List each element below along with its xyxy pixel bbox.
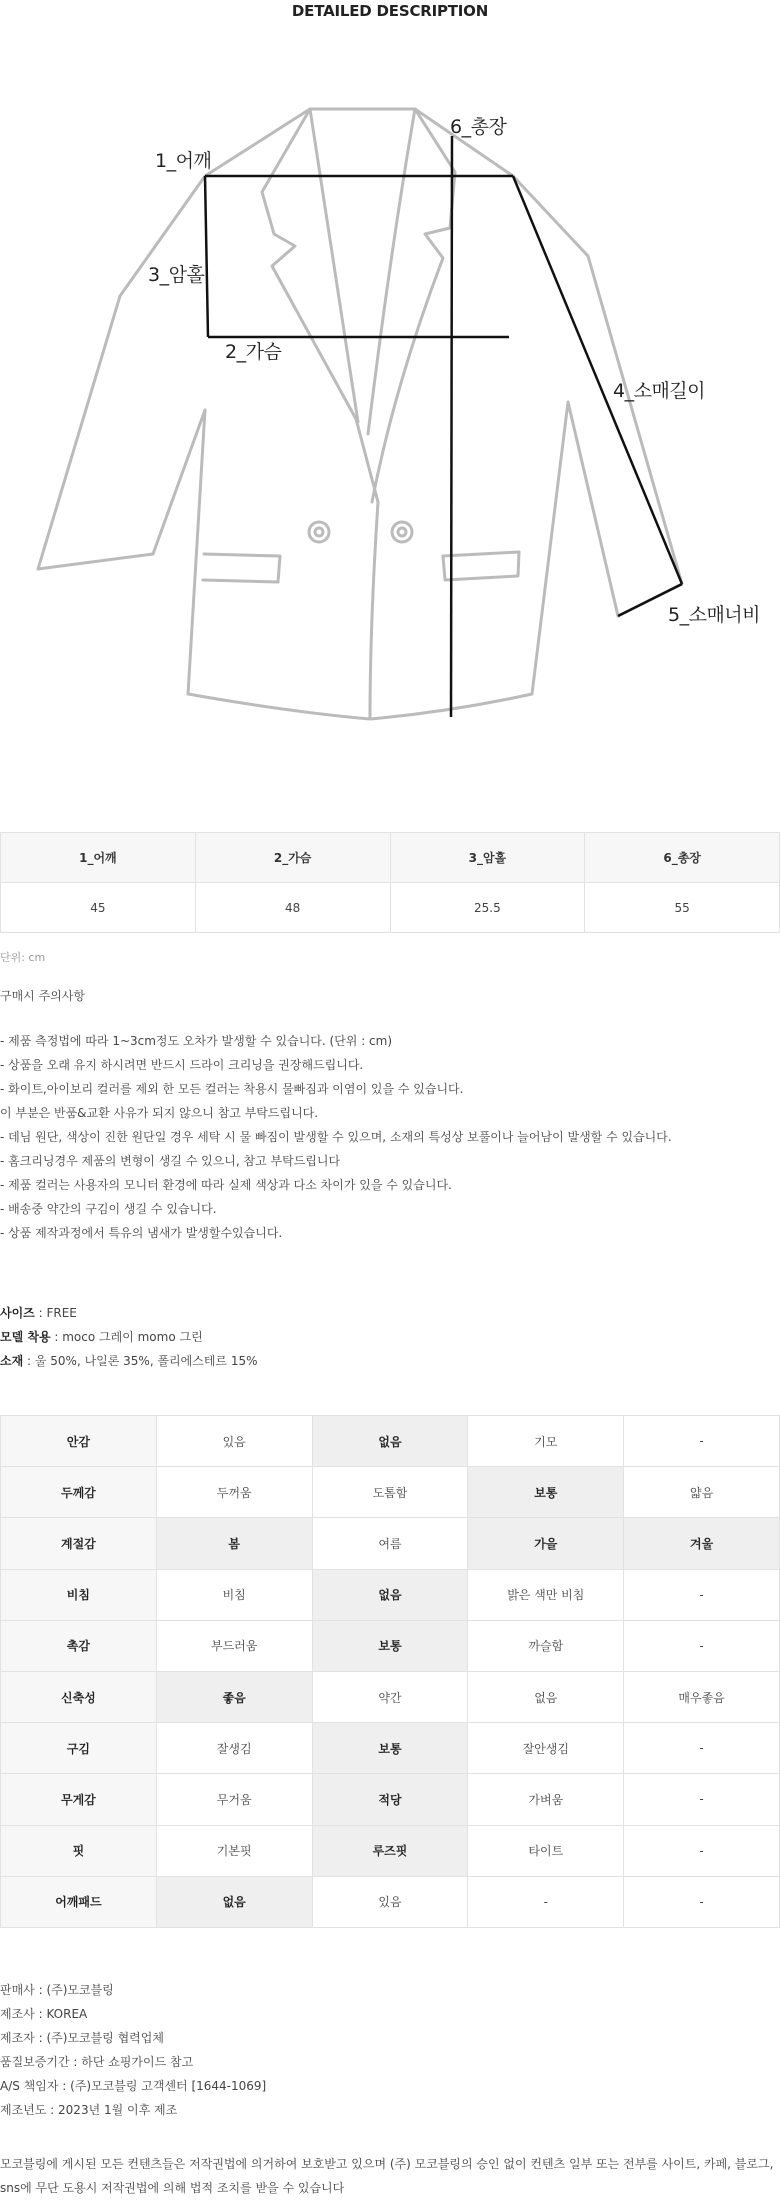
total-length-measure-line	[451, 136, 452, 717]
attribute-option: 없음	[156, 1876, 312, 1927]
attribute-name: 비침	[1, 1569, 157, 1620]
label-shoulder: 1_어깨	[155, 150, 212, 172]
spec-size	[0, 1305, 780, 1329]
notice-item: - 제품 컬러는 사용자의 모니터 환경에 따라 실제 색상과 다소 차이가 있을 수 있습니다.	[0, 1178, 452, 1192]
copyright-notice: 모코블링에 게시된 모든 컨텐츠들은 저작권법에 의거하여 보호받고 있으며 (주) 모코블링의 승인 없이 컨텐츠 일부 또는 전부를 사이트, 카페, 블로그, sns에 무단 도용시 저작권법에 의해 법적 조치를 받을 수 있습니다	[0, 2156, 774, 2195]
attribute-name: 신축성	[1, 1671, 157, 1722]
notice-item: - 홈크리닝경우 제품의 변형이 생길 수 있으니, 참고 부탁드립니다	[0, 1154, 341, 1168]
size-header-total-length: 6_총장	[585, 833, 780, 883]
attribute-row	[1, 1876, 780, 1927]
info-warranty: 품질보증기간 : 하단 쇼핑가이드 참고	[0, 2054, 194, 2069]
attribute-option: 잘생김	[156, 1723, 312, 1774]
attribute-option: 없음	[312, 1569, 468, 1620]
spec-material	[0, 1353, 780, 1377]
armhole-measure-line	[205, 176, 208, 337]
size-header-armhole: 3_암홀	[390, 833, 585, 883]
size-table	[0, 832, 780, 933]
left-collar	[310, 109, 358, 422]
attribute-option: 없음	[312, 1416, 468, 1467]
attribute-name: 핏	[1, 1825, 157, 1876]
attribute-row	[1, 1569, 780, 1620]
attribute-option: 보통	[312, 1723, 468, 1774]
attribute-option: -	[624, 1416, 780, 1467]
notice-item: - 상품을 오래 유지 하시려면 반드시 드라이 크리닝을 권장해드립니다.	[0, 1058, 364, 1072]
attribute-option: 비침	[156, 1569, 312, 1620]
attribute-option: -	[624, 1774, 780, 1825]
attribute-row	[1, 1723, 780, 1774]
attribute-option: -	[624, 1723, 780, 1774]
notice-item: 이 부분은 반품&교환 사유가 되지 않으니 참고 부탁드립니다.	[0, 1106, 319, 1120]
attribute-option: 밝은 색만 비침	[468, 1569, 624, 1620]
label-chest: 2_가슴	[225, 341, 282, 363]
notice-item: - 데님 원단, 색상이 진한 원단일 경우 세탁 시 물 빠짐이 발생할 수 있으며, 소재의 특성상 보풀이나 늘어남이 발생할 수 있습니다.	[0, 1130, 672, 1144]
attribute-name: 무게감	[1, 1774, 157, 1825]
attribute-name: 계절감	[1, 1518, 157, 1569]
attribute-name: 안감	[1, 1416, 157, 1467]
right-collar	[368, 109, 415, 434]
attribute-row	[1, 1825, 780, 1876]
notice-item: - 상품 제작과정에서 특유의 냄새가 발생할수있습니다.	[0, 1226, 283, 1240]
attribute-row	[1, 1774, 780, 1825]
attribute-row	[1, 1671, 780, 1722]
info-country: 제조사 : KOREA	[0, 2006, 88, 2021]
size-value-shoulder: 45	[1, 883, 196, 933]
attribute-option: 좋음	[156, 1671, 312, 1722]
page-title: DETAILED DESCRIPTION	[291, 2, 489, 20]
size-header-shoulder: 1_어깨	[1, 833, 196, 883]
attribute-option: -	[468, 1876, 624, 1927]
attribute-option: -	[624, 1620, 780, 1671]
attribute-option: 있음	[156, 1416, 312, 1467]
info-manufacture-date: 제조년도 : 2023년 1월 이후 제조	[0, 2102, 178, 2117]
right-pocket	[443, 552, 519, 580]
size-header-chest: 2_가슴	[195, 833, 390, 883]
attribute-option: 있음	[312, 1876, 468, 1927]
spec-size-value: : FREE	[34, 1306, 77, 1320]
spec-model	[0, 1329, 780, 1353]
attribute-option: 여름	[312, 1518, 468, 1569]
product-specs	[0, 1305, 780, 1377]
spec-model-label: 모델 착용	[0, 1330, 51, 1344]
info-manufacturer: 제조자 : (주)모코블링 협력업체	[0, 2030, 164, 2045]
attribute-option: -	[624, 1569, 780, 1620]
notice-list	[0, 1033, 780, 1249]
attribute-option: -	[624, 1876, 780, 1927]
attribute-row	[1, 1416, 780, 1467]
attribute-name: 구김	[1, 1723, 157, 1774]
attribute-option: 매우좋음	[624, 1671, 780, 1722]
notice-title: 구매시 주의사항	[0, 989, 85, 1003]
attribute-option: 루즈핏	[312, 1825, 468, 1876]
attribute-name: 촉감	[1, 1620, 157, 1671]
attribute-option: 없음	[468, 1671, 624, 1722]
spec-size-label: 사이즈	[0, 1306, 35, 1320]
front-placket	[356, 419, 378, 719]
attribute-row	[1, 1518, 780, 1569]
attribute-option: 약간	[312, 1671, 468, 1722]
attribute-option: 봄	[156, 1518, 312, 1569]
size-value-armhole: 25.5	[390, 883, 585, 933]
label-sleeve-length: 4_소매길이	[613, 380, 706, 402]
spec-material-value: : 울 50%, 나일론 35%, 폴리에스테르 15%	[23, 1354, 258, 1368]
attribute-option: 까슬함	[468, 1620, 624, 1671]
notice-item: - 제품 측정법에 따라 1~3cm정도 오차가 발생할 수 있습니다. (단위 : cm)	[0, 1034, 393, 1048]
attribute-row	[1, 1467, 780, 1518]
info-as-contact: A/S 책임자 : (주)모코블링 고객센터 [1644-1069]	[0, 2078, 267, 2093]
attribute-name: 어깨패드	[1, 1876, 157, 1927]
button-left-inner	[315, 528, 323, 536]
attribute-option: 두꺼움	[156, 1467, 312, 1518]
attribute-option: 무거움	[156, 1774, 312, 1825]
attribute-option: 가을	[468, 1518, 624, 1569]
label-total-length: 6_총장	[450, 116, 507, 138]
attribute-option: 타이트	[468, 1825, 624, 1876]
jacket-illustration	[0, 24, 780, 824]
attribute-option: 적당	[312, 1774, 468, 1825]
attribute-option: 도톰함	[312, 1467, 468, 1518]
attribute-option: 얇음	[624, 1467, 780, 1518]
notice-item: - 화이트,아이보리 컬러를 제외 한 모든 컬러는 착용시 물빠짐과 이염이 있을 수 있습니다.	[0, 1082, 464, 1096]
size-value-chest: 48	[195, 883, 390, 933]
attribute-option: 보통	[312, 1620, 468, 1671]
spec-model-value: : moco 그레이 momo 그린	[50, 1330, 203, 1344]
button-right-outer	[392, 522, 412, 542]
attribute-option: 보통	[468, 1467, 624, 1518]
attribute-option: 잘안생김	[468, 1723, 624, 1774]
left-lapel	[262, 109, 356, 419]
size-table-value-row	[1, 883, 780, 933]
spec-material-label: 소재	[0, 1354, 24, 1368]
size-table-header-row	[1, 833, 780, 883]
button-right-inner	[398, 528, 406, 536]
attribute-option: 가벼움	[468, 1774, 624, 1825]
jacket-measurement-diagram	[0, 24, 780, 824]
label-armhole: 3_암홀	[148, 264, 205, 286]
attribute-row	[1, 1620, 780, 1671]
jacket-outline	[38, 109, 682, 719]
notice-item: - 배송중 약간의 구김이 생길 수 있습니다.	[0, 1202, 217, 1216]
label-sleeve-width: 5_소매너비	[668, 604, 761, 626]
attribute-option: 기본핏	[156, 1825, 312, 1876]
button-left-outer	[309, 522, 329, 542]
info-seller: 판매사 : (주)모코블링	[0, 1982, 114, 1997]
attribute-option: -	[624, 1825, 780, 1876]
attribute-option: 겨울	[624, 1518, 780, 1569]
unit-note: 단위: cm	[0, 951, 46, 964]
attribute-option: 기모	[468, 1416, 624, 1467]
product-attribute-table	[0, 1415, 780, 1928]
seller-info	[0, 1982, 780, 2126]
left-pocket	[203, 554, 280, 582]
size-value-total-length: 55	[585, 883, 780, 933]
attribute-name: 두께감	[1, 1467, 157, 1518]
attribute-option: 부드러움	[156, 1620, 312, 1671]
